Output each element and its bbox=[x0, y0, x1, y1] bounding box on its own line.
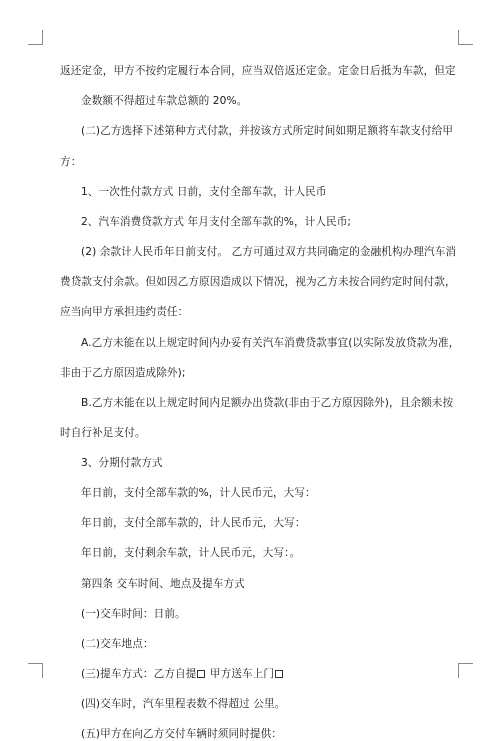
paragraph-line: A.乙方未能在以上规定时间内办妥有关汽车消费贷款事宜(以实际发放贷款为准， bbox=[81, 337, 460, 349]
crop-mark-top-right-v bbox=[458, 30, 459, 45]
paragraph-line: (2) 余款计人民币年日前支付。 乙方可通过双方共同确定的金融机构办理汽车消 bbox=[81, 246, 457, 258]
paragraph-line: (一)交车时间：日前。 bbox=[81, 608, 186, 620]
pickup-method-text: (三)提车方式：乙方自提 bbox=[81, 668, 197, 680]
crop-mark-bottom-right-v bbox=[458, 663, 459, 678]
crop-mark-bottom-left-v bbox=[42, 663, 43, 678]
paragraph-line: (二)乙方选择下述第种方式付款，并按该方式所定时间如期足额将车款支付给甲 bbox=[81, 125, 454, 137]
pickup-method-line bbox=[81, 667, 284, 681]
paragraph-line: 3、分期付款方式 bbox=[81, 457, 163, 469]
paragraph-line: 年日前，支付全部车款的%，计人民币元，大写： bbox=[81, 487, 316, 499]
checkbox-icon[interactable] bbox=[275, 670, 283, 678]
section-heading: 第四条 交车时间、地点及提车方式 bbox=[81, 578, 245, 590]
crop-mark-top-left-h bbox=[28, 44, 43, 45]
paragraph-line: B.乙方未能在以上规定时间内足额办出贷款(非由于乙方原因除外)，且余额未按 bbox=[81, 397, 454, 409]
paragraph-line: (五)甲方在向乙方交付车辆时须同时提供： bbox=[81, 728, 282, 740]
paragraph-line: (二)交车地点： bbox=[81, 638, 154, 650]
crop-mark-top-left-v bbox=[42, 30, 43, 45]
paragraph-line: 2、汽车消费贷款方式 年月支付全部车款的%，计人民币; bbox=[81, 216, 352, 228]
crop-mark-bottom-left-h bbox=[28, 663, 43, 664]
crop-mark-top-right-h bbox=[458, 44, 473, 45]
paragraph-line: 时自行补足支付。 bbox=[60, 427, 146, 439]
paragraph-line: 年日前，支付剩余车款，计人民币元，大写：。 bbox=[81, 547, 301, 559]
paragraph-line: 费贷款支付余款。但如因乙方原因造成以下情况，视为乙方未按合同约定时间付款， bbox=[60, 276, 456, 288]
checkbox-icon[interactable] bbox=[197, 670, 205, 678]
paragraph-line: 非由于乙方原因造成除外); bbox=[60, 367, 186, 379]
paragraph-line: 年日前，支付全部车款的，计人民币元，大写： bbox=[81, 517, 306, 529]
paragraph-line: (四)交车时，汽车里程表数不得超过 公里。 bbox=[81, 698, 286, 710]
delivery-option-text: 甲方送车上门 bbox=[206, 668, 275, 680]
paragraph-line: 1、一次性付款方式 日前，支付全部车款，计人民币 bbox=[81, 186, 327, 198]
paragraph-line: 金数额不得超过车款总额的 20%。 bbox=[81, 95, 248, 107]
crop-mark-bottom-right-h bbox=[458, 663, 473, 664]
paragraph-line: 返还定金，甲方不按约定履行本合同，应当双倍返还定金。定金日后抵为车款，但定 bbox=[60, 65, 456, 77]
paragraph-line: 方： bbox=[60, 156, 82, 168]
paragraph-line: 应当向甲方承担违约责任： bbox=[60, 306, 189, 318]
